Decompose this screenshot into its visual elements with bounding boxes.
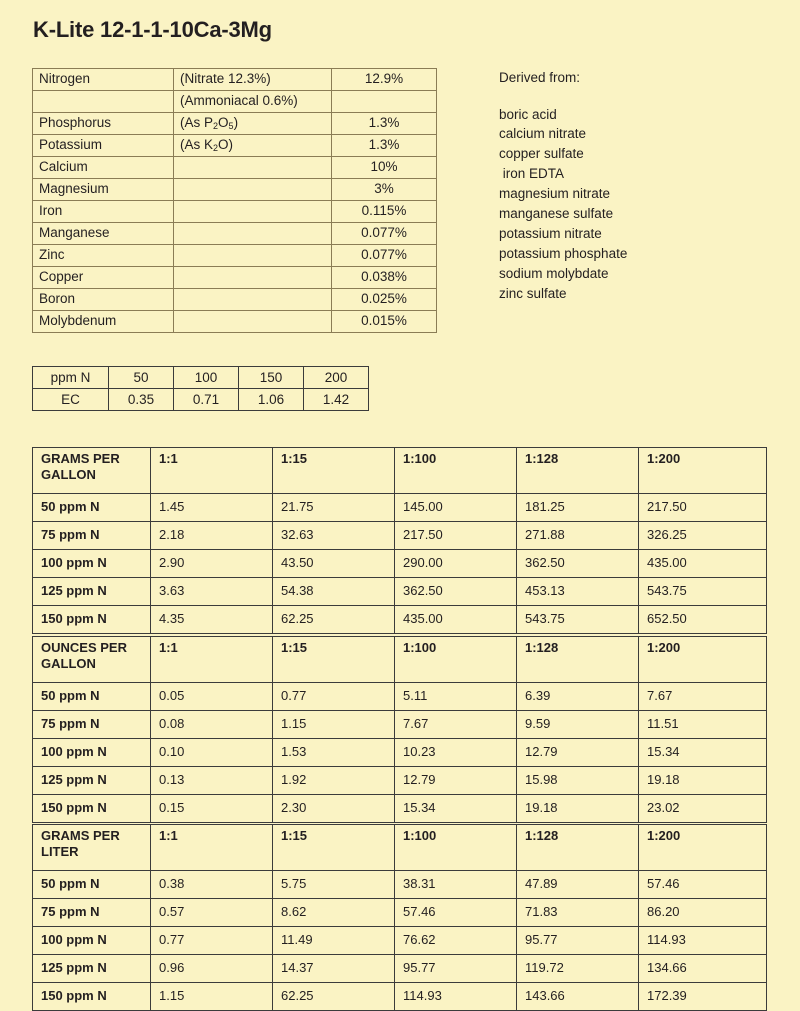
- rate-table-value-cell: 19.18: [639, 767, 767, 795]
- rate-table-value-cell: 0.05: [151, 683, 273, 711]
- rate-table-row: [33, 683, 767, 711]
- rate-table-value-cell: 5.11: [395, 683, 517, 711]
- rate-table-value-cell: 114.93: [639, 927, 767, 955]
- rate-table-row: [33, 983, 767, 1011]
- rate-table-value-cell: 181.25: [517, 494, 639, 522]
- rate-table-row: [33, 795, 767, 823]
- nutrient-form-cell: [174, 223, 332, 245]
- nutrient-form-cell: [174, 201, 332, 223]
- rate-table-row: [33, 494, 767, 522]
- ounces-per-gallon-table: [32, 636, 767, 823]
- derived-from-heading: Derived from:: [499, 70, 581, 85]
- rate-table-value-cell: 0.08: [151, 711, 273, 739]
- rate-table-value-cell: 62.25: [273, 983, 395, 1011]
- nutrient-form-cell: [174, 289, 332, 311]
- rate-table-value-cell: 1.15: [273, 711, 395, 739]
- rate-table-value-cell: 21.75: [273, 494, 395, 522]
- derived-from-item: potassium phosphate: [499, 245, 628, 261]
- rate-table-value-cell: 0.77: [151, 927, 273, 955]
- rate-table-value-cell: 0.38: [151, 871, 273, 899]
- rate-table-value-cell: 2.30: [273, 795, 395, 823]
- rate-table-value-cell: 143.66: [517, 983, 639, 1011]
- rate-table-value-cell: 172.39: [639, 983, 767, 1011]
- rate-table-column-header: 1:15: [273, 448, 395, 494]
- rate-table-value-cell: 12.79: [517, 739, 639, 767]
- nutrient-name-cell: Manganese: [33, 223, 174, 245]
- rate-table-column-header: 1:128: [517, 825, 639, 871]
- rate-table-value-cell: 0.10: [151, 739, 273, 767]
- derived-from-item: manganese sulfate: [499, 205, 614, 221]
- rate-table-value-cell: 57.46: [395, 899, 517, 927]
- rate-table-column-header: 1:1: [151, 825, 273, 871]
- rate-table-value-cell: 15.34: [639, 739, 767, 767]
- rate-table-value-cell: 1.45: [151, 494, 273, 522]
- rate-table-value-cell: 95.77: [517, 927, 639, 955]
- nutrient-row: [33, 135, 437, 157]
- rate-table-row-label: 100 ppm N: [33, 739, 151, 767]
- derived-from-item: sodium molybdate: [499, 265, 609, 281]
- ounces-per-gallon-body: [33, 637, 767, 823]
- rate-table-column-header: 1:200: [639, 637, 767, 683]
- ppm-value-cell: 100: [174, 367, 239, 389]
- rate-table-value-cell: 0.13: [151, 767, 273, 795]
- rate-table-value-cell: 114.93: [395, 983, 517, 1011]
- rate-table-value-cell: 290.00: [395, 550, 517, 578]
- rate-table-value-cell: 57.46: [639, 871, 767, 899]
- rate-table-row: [33, 899, 767, 927]
- nutrient-row: [33, 223, 437, 245]
- rate-table-value-cell: 362.50: [517, 550, 639, 578]
- nutrient-form-cell: (As $P_2O_5$): [174, 113, 332, 135]
- nutrient-percent-cell: [332, 91, 437, 113]
- rate-table-value-cell: 2.90: [151, 550, 273, 578]
- rate-table-header-row: [33, 448, 767, 494]
- nutrient-name-cell: Magnesium: [33, 179, 174, 201]
- nutrient-row: [33, 311, 437, 333]
- nutrient-name-cell: Zinc: [33, 245, 174, 267]
- nutrient-name-cell: Iron: [33, 201, 174, 223]
- rate-table-row: [33, 711, 767, 739]
- derived-from-item: magnesium nitrate: [499, 186, 611, 202]
- rate-table-column-header: 1:15: [273, 825, 395, 871]
- ec-row-label: EC: [33, 389, 109, 411]
- rate-table-value-cell: 4.35: [151, 606, 273, 634]
- nutrient-form-cell: [174, 179, 332, 201]
- nutrient-analysis-table: [32, 68, 437, 333]
- rate-table-row: [33, 927, 767, 955]
- derived-from-list: [499, 108, 627, 301]
- rate-table-header-row: [33, 637, 767, 683]
- rate-table-row-label: 125 ppm N: [33, 767, 151, 795]
- nutrient-row: [33, 157, 437, 179]
- ppm-ec-table: [32, 366, 369, 411]
- grams-per-gallon-body: [33, 448, 767, 634]
- rate-table-value-cell: 119.72: [517, 955, 639, 983]
- nutrient-form-cell: [174, 245, 332, 267]
- rate-table-value-cell: 326.25: [639, 522, 767, 550]
- ppm-row-label: ppm N: [33, 367, 109, 389]
- rate-table-row-label: 125 ppm N: [33, 578, 151, 606]
- nutrient-form-cell: [174, 267, 332, 289]
- ppm-value-cell: 200: [304, 367, 369, 389]
- rate-table-column-header: 1:128: [517, 637, 639, 683]
- rate-table-value-cell: 3.63: [151, 578, 273, 606]
- rate-table-value-cell: 47.89: [517, 871, 639, 899]
- rate-table-value-cell: 217.50: [395, 522, 517, 550]
- derived-from-block: [499, 71, 627, 306]
- derived-from-item: iron EDTA: [499, 166, 565, 182]
- rate-table-value-cell: 19.18: [517, 795, 639, 823]
- nutrient-name-cell: Copper: [33, 267, 174, 289]
- rate-table-row: [33, 606, 767, 634]
- ppm-value-cell: 150: [239, 367, 304, 389]
- rate-table-value-cell: 1.92: [273, 767, 395, 795]
- nutrient-row: [33, 69, 437, 91]
- nutrient-percent-cell: 0.077%: [332, 223, 437, 245]
- nutrient-row: [33, 91, 437, 113]
- rate-table-value-cell: 0.96: [151, 955, 273, 983]
- grams-per-gallon-table: [32, 447, 767, 634]
- nutrient-name-cell: Boron: [33, 289, 174, 311]
- rate-table-row: [33, 767, 767, 795]
- nutrient-percent-cell: 12.9%: [332, 69, 437, 91]
- rate-table-value-cell: 1.15: [151, 983, 273, 1011]
- rate-table-value-cell: 362.50: [395, 578, 517, 606]
- rate-table-value-cell: 0.57: [151, 899, 273, 927]
- rate-table-row-label: 50 ppm N: [33, 683, 151, 711]
- nutrient-name-cell: Phosphorus: [33, 113, 174, 135]
- rate-table-row-label: 50 ppm N: [33, 871, 151, 899]
- rate-table-value-cell: 12.79: [395, 767, 517, 795]
- nutrient-row: [33, 267, 437, 289]
- nutrient-row: [33, 289, 437, 311]
- ec-value-cell: 1.42: [304, 389, 369, 411]
- derived-from-item: boric acid: [499, 106, 557, 122]
- rate-table-column-header: 1:15: [273, 637, 395, 683]
- rate-table-value-cell: 453.13: [517, 578, 639, 606]
- rate-table-value-cell: 0.15: [151, 795, 273, 823]
- rate-table-column-header: 1:200: [639, 825, 767, 871]
- rate-table-value-cell: 15.98: [517, 767, 639, 795]
- rate-table-row-label: 100 ppm N: [33, 550, 151, 578]
- derived-from-item: calcium nitrate: [499, 126, 587, 142]
- rate-table-value-cell: 15.34: [395, 795, 517, 823]
- rate-table-value-cell: 134.66: [639, 955, 767, 983]
- nutrient-percent-cell: 0.025%: [332, 289, 437, 311]
- derived-from-item: potassium nitrate: [499, 225, 602, 241]
- rate-table-row: [33, 522, 767, 550]
- rate-table-row-label: 150 ppm N: [33, 795, 151, 823]
- rate-table-column-header: 1:1: [151, 637, 273, 683]
- rate-table-value-cell: 0.77: [273, 683, 395, 711]
- nutrient-form-cell: (Nitrate 12.3%): [174, 69, 332, 91]
- nutrient-percent-cell: 0.038%: [332, 267, 437, 289]
- rate-table-row-label: 75 ppm N: [33, 522, 151, 550]
- rate-table-row-label: 125 ppm N: [33, 955, 151, 983]
- rate-table-row: [33, 955, 767, 983]
- rate-table-value-cell: 71.83: [517, 899, 639, 927]
- derived-from-item: zinc sulfate: [499, 285, 567, 301]
- rate-table-row-label: 150 ppm N: [33, 606, 151, 634]
- rate-table-value-cell: 11.49: [273, 927, 395, 955]
- rate-table-value-cell: 10.23: [395, 739, 517, 767]
- rate-table-column-header: 1:128: [517, 448, 639, 494]
- rate-table-title-cell: GRAMS PER LITER: [33, 825, 151, 871]
- rate-table-value-cell: 435.00: [639, 550, 767, 578]
- ec-row: [33, 389, 369, 411]
- rate-table-value-cell: 435.00: [395, 606, 517, 634]
- rate-table-value-cell: 76.62: [395, 927, 517, 955]
- rate-table-column-header: 1:100: [395, 448, 517, 494]
- rate-table-value-cell: 54.38: [273, 578, 395, 606]
- nutrient-percent-cell: 10%: [332, 157, 437, 179]
- rate-table-value-cell: 9.59: [517, 711, 639, 739]
- rate-table-row: [33, 550, 767, 578]
- rate-table-title-cell: GRAMS PER GALLON: [33, 448, 151, 494]
- rate-table-header-row: [33, 825, 767, 871]
- rate-table-value-cell: 5.75: [273, 871, 395, 899]
- rate-table-value-cell: 11.51: [639, 711, 767, 739]
- rate-table-value-cell: 32.63: [273, 522, 395, 550]
- rate-table-value-cell: 1.53: [273, 739, 395, 767]
- nutrient-percent-cell: 1.3%: [332, 113, 437, 135]
- grams-per-liter-body: [33, 825, 767, 1011]
- rate-table-title-cell: OUNCES PER GALLON: [33, 637, 151, 683]
- rate-table-value-cell: 38.31: [395, 871, 517, 899]
- rate-table-value-cell: 62.25: [273, 606, 395, 634]
- nutrient-name-cell: Nitrogen: [33, 69, 174, 91]
- nutrient-form-cell: (Ammoniacal 0.6%): [174, 91, 332, 113]
- rate-table-value-cell: 95.77: [395, 955, 517, 983]
- ppm-value-cell: 50: [109, 367, 174, 389]
- nutrient-form-cell: [174, 311, 332, 333]
- ppm-row: [33, 367, 369, 389]
- derived-from-item: copper sulfate: [499, 146, 584, 162]
- nutrient-table-body: [33, 69, 437, 333]
- nutrient-name-cell: [33, 91, 174, 113]
- nutrient-percent-cell: 0.115%: [332, 201, 437, 223]
- rate-table-value-cell: 543.75: [639, 578, 767, 606]
- rate-table-column-header: 1:200: [639, 448, 767, 494]
- nutrient-percent-cell: 0.077%: [332, 245, 437, 267]
- rate-table-row: [33, 739, 767, 767]
- grams-per-liter-table: [32, 824, 767, 1011]
- rate-table-column-header: 1:100: [395, 637, 517, 683]
- rate-table-value-cell: 43.50: [273, 550, 395, 578]
- nutrient-name-cell: Potassium: [33, 135, 174, 157]
- rate-table-row-label: 50 ppm N: [33, 494, 151, 522]
- nutrient-row: [33, 113, 437, 135]
- rate-table-row-label: 75 ppm N: [33, 711, 151, 739]
- rate-table-value-cell: 652.50: [639, 606, 767, 634]
- rate-table-row-label: 75 ppm N: [33, 899, 151, 927]
- ec-value-cell: 0.35: [109, 389, 174, 411]
- page-title: K-Lite 12-1-1-10Ca-3Mg: [33, 17, 272, 42]
- nutrient-form-cell: (As $K_2O$): [174, 135, 332, 157]
- rate-table-value-cell: 7.67: [395, 711, 517, 739]
- nutrient-percent-cell: 3%: [332, 179, 437, 201]
- rate-table-value-cell: 217.50: [639, 494, 767, 522]
- ec-value-cell: 1.06: [239, 389, 304, 411]
- rate-table-value-cell: 2.18: [151, 522, 273, 550]
- rate-table-value-cell: 145.00: [395, 494, 517, 522]
- nutrient-form-cell: [174, 157, 332, 179]
- rate-table-row-label: 150 ppm N: [33, 983, 151, 1011]
- nutrient-row: [33, 201, 437, 223]
- rate-table-value-cell: 23.02: [639, 795, 767, 823]
- nutrient-percent-cell: 1.3%: [332, 135, 437, 157]
- rate-table-row: [33, 578, 767, 606]
- rate-table-value-cell: 7.67: [639, 683, 767, 711]
- nutrient-row: [33, 245, 437, 267]
- rate-table-value-cell: 543.75: [517, 606, 639, 634]
- ec-value-cell: 0.71: [174, 389, 239, 411]
- ppm-ec-table-body: [33, 367, 369, 411]
- rate-table-row-label: 100 ppm N: [33, 927, 151, 955]
- rate-table-value-cell: 271.88: [517, 522, 639, 550]
- nutrient-percent-cell: 0.015%: [332, 311, 437, 333]
- rate-table-column-header: 1:100: [395, 825, 517, 871]
- nutrient-name-cell: Molybdenum: [33, 311, 174, 333]
- nutrient-name-cell: Calcium: [33, 157, 174, 179]
- rate-table-column-header: 1:1: [151, 448, 273, 494]
- rate-table-value-cell: 6.39: [517, 683, 639, 711]
- rate-table-value-cell: 8.62: [273, 899, 395, 927]
- rate-table-value-cell: 14.37: [273, 955, 395, 983]
- rate-table-row: [33, 871, 767, 899]
- nutrient-row: [33, 179, 437, 201]
- rate-table-value-cell: 86.20: [639, 899, 767, 927]
